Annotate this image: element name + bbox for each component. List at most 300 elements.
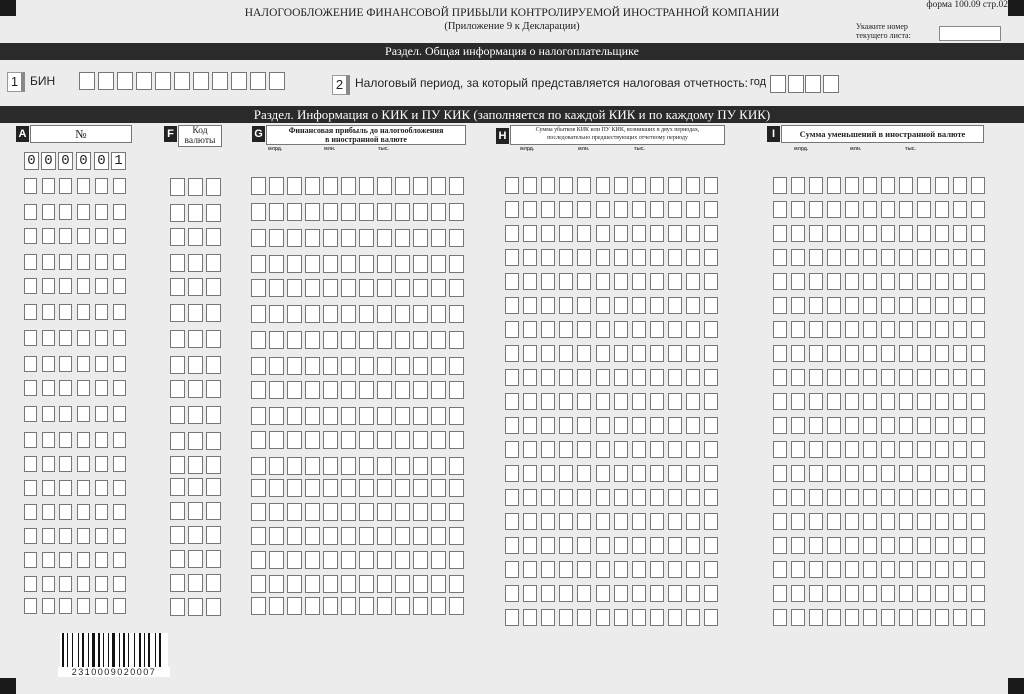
col-i-cell[interactable]: [791, 201, 805, 218]
col-i-cell[interactable]: [953, 609, 967, 626]
col-g-cell[interactable]: [395, 457, 410, 475]
col-i-cell[interactable]: [935, 273, 949, 290]
col-i-cell[interactable]: [935, 225, 949, 242]
col-h-cell[interactable]: [632, 201, 646, 218]
col-i-cell[interactable]: [845, 321, 859, 338]
col-a-cell[interactable]: [77, 480, 90, 496]
col-a-cell[interactable]: [113, 380, 126, 396]
col-a-cell[interactable]: [95, 432, 108, 448]
col-i-cell[interactable]: [899, 297, 913, 314]
col-g-cell[interactable]: [251, 203, 266, 221]
col-i-cell[interactable]: [899, 273, 913, 290]
col-g-cell[interactable]: [323, 255, 338, 273]
col-h-cell[interactable]: [523, 345, 537, 362]
col-h-cell[interactable]: [614, 489, 628, 506]
col-a-cell[interactable]: [24, 598, 37, 614]
col-a-cell[interactable]: [59, 278, 72, 294]
col-h-cell[interactable]: [668, 561, 682, 578]
col-h-cell[interactable]: [650, 465, 664, 482]
col-g-cell[interactable]: [359, 177, 374, 195]
col-a-cell[interactable]: [95, 456, 108, 472]
col-i-cell[interactable]: [899, 417, 913, 434]
col-g-cell[interactable]: [341, 331, 356, 349]
col-f-cell[interactable]: [170, 550, 185, 568]
col-i-cell[interactable]: [809, 177, 823, 194]
col-g-cell[interactable]: [341, 279, 356, 297]
col-i-cell[interactable]: [827, 321, 841, 338]
col-a-cell[interactable]: [95, 528, 108, 544]
col-i-cell[interactable]: [863, 345, 877, 362]
col-h-cell[interactable]: [505, 513, 519, 530]
col-g-cell[interactable]: [431, 457, 446, 475]
col-a-cell[interactable]: [42, 598, 55, 614]
col-i-cell[interactable]: [809, 273, 823, 290]
col-g-cell[interactable]: [323, 279, 338, 297]
col-h-cell[interactable]: [686, 249, 700, 266]
col-a-cell[interactable]: [59, 204, 72, 220]
col-i-cell[interactable]: [809, 537, 823, 554]
col-i-cell[interactable]: [773, 297, 787, 314]
col-i-cell[interactable]: [917, 321, 931, 338]
col-g-cell[interactable]: [323, 381, 338, 399]
col-h-cell[interactable]: [614, 369, 628, 386]
col-g-cell[interactable]: [413, 177, 428, 195]
col-h-cell[interactable]: [650, 225, 664, 242]
col-g-cell[interactable]: [359, 203, 374, 221]
col-i-cell[interactable]: [953, 561, 967, 578]
col-i-cell[interactable]: [935, 585, 949, 602]
col-i-cell[interactable]: [845, 417, 859, 434]
col-a-cell[interactable]: [59, 228, 72, 244]
col-g-cell[interactable]: [287, 597, 302, 615]
col-h-cell[interactable]: [650, 297, 664, 314]
col-a-cell[interactable]: [42, 304, 55, 320]
col-i-cell[interactable]: [863, 465, 877, 482]
col-g-cell[interactable]: [323, 177, 338, 195]
col-i-cell[interactable]: [773, 201, 787, 218]
col-f-cell[interactable]: [170, 278, 185, 296]
col-i-cell[interactable]: [881, 537, 895, 554]
col-i-cell[interactable]: [935, 345, 949, 362]
col-i-cell[interactable]: [917, 297, 931, 314]
col-i-cell[interactable]: [845, 225, 859, 242]
col-h-cell[interactable]: [686, 417, 700, 434]
col-g-cell[interactable]: [431, 381, 446, 399]
col-h-cell[interactable]: [704, 249, 718, 266]
col-g-cell[interactable]: [359, 431, 374, 449]
col-f-cell[interactable]: [206, 356, 221, 374]
col-g-cell[interactable]: [341, 503, 356, 521]
col-h-cell[interactable]: [577, 561, 591, 578]
col-i-cell[interactable]: [773, 489, 787, 506]
col-a-cell[interactable]: [113, 406, 126, 422]
col-f-cell[interactable]: [188, 356, 203, 374]
col-f-cell[interactable]: [206, 526, 221, 544]
col-g-cell[interactable]: [305, 527, 320, 545]
col-a-cell[interactable]: [77, 380, 90, 396]
col-g-cell[interactable]: [449, 527, 464, 545]
col-g-cell[interactable]: [269, 479, 284, 497]
col-i-cell[interactable]: [881, 321, 895, 338]
col-i-cell[interactable]: [899, 249, 913, 266]
col-g-cell[interactable]: [449, 177, 464, 195]
col-g-cell[interactable]: [251, 575, 266, 593]
col-h-cell[interactable]: [632, 321, 646, 338]
col-i-cell[interactable]: [971, 609, 985, 626]
col-h-cell[interactable]: [614, 201, 628, 218]
col-g-cell[interactable]: [395, 331, 410, 349]
col-i-cell[interactable]: [863, 321, 877, 338]
col-i-cell[interactable]: [791, 177, 805, 194]
col-i-cell[interactable]: [827, 177, 841, 194]
col-h-cell[interactable]: [632, 441, 646, 458]
col-i-cell[interactable]: [827, 369, 841, 386]
col-g-cell[interactable]: [431, 203, 446, 221]
col-h-cell[interactable]: [577, 201, 591, 218]
col-i-cell[interactable]: [809, 441, 823, 458]
col-f-cell[interactable]: [170, 432, 185, 450]
col-i-cell[interactable]: [935, 561, 949, 578]
col-a-cell[interactable]: [95, 504, 108, 520]
col-g-cell[interactable]: [413, 551, 428, 569]
col-h-cell[interactable]: [577, 345, 591, 362]
col-h-cell[interactable]: [650, 561, 664, 578]
col-h-cell[interactable]: [541, 441, 555, 458]
col-g-cell[interactable]: [431, 279, 446, 297]
col-h-cell[interactable]: [704, 465, 718, 482]
row-number-digit[interactable]: 1: [111, 152, 126, 170]
col-i-cell[interactable]: [935, 417, 949, 434]
col-i-cell[interactable]: [971, 393, 985, 410]
col-h-cell[interactable]: [505, 249, 519, 266]
col-a-cell[interactable]: [42, 552, 55, 568]
col-h-cell[interactable]: [596, 417, 610, 434]
col-h-cell[interactable]: [577, 369, 591, 386]
col-a-cell[interactable]: [77, 278, 90, 294]
col-g-cell[interactable]: [395, 255, 410, 273]
col-h-cell[interactable]: [559, 609, 573, 626]
col-h-cell[interactable]: [686, 225, 700, 242]
col-g-cell[interactable]: [449, 331, 464, 349]
col-h-cell[interactable]: [614, 585, 628, 602]
col-h-cell[interactable]: [523, 393, 537, 410]
col-i-cell[interactable]: [845, 609, 859, 626]
col-f-cell[interactable]: [206, 574, 221, 592]
col-f-cell[interactable]: [206, 478, 221, 496]
col-i-cell[interactable]: [845, 441, 859, 458]
col-a-cell[interactable]: [77, 456, 90, 472]
col-i-cell[interactable]: [881, 369, 895, 386]
col-a-cell[interactable]: [24, 356, 37, 372]
col-h-cell[interactable]: [632, 177, 646, 194]
col-h-cell[interactable]: [596, 537, 610, 554]
col-i-cell[interactable]: [917, 561, 931, 578]
col-h-cell[interactable]: [523, 225, 537, 242]
col-h-cell[interactable]: [541, 585, 555, 602]
col-i-cell[interactable]: [917, 201, 931, 218]
col-h-cell[interactable]: [523, 249, 537, 266]
col-a-cell[interactable]: [113, 456, 126, 472]
col-h-cell[interactable]: [505, 321, 519, 338]
col-g-cell[interactable]: [323, 597, 338, 615]
col-i-cell[interactable]: [935, 177, 949, 194]
col-h-cell[interactable]: [523, 441, 537, 458]
col-g-cell[interactable]: [341, 575, 356, 593]
col-g-cell[interactable]: [305, 229, 320, 247]
col-i-cell[interactable]: [863, 609, 877, 626]
col-a-cell[interactable]: [24, 406, 37, 422]
col-a-cell[interactable]: [59, 304, 72, 320]
col-h-cell[interactable]: [614, 393, 628, 410]
col-h-cell[interactable]: [523, 369, 537, 386]
col-h-cell[interactable]: [614, 177, 628, 194]
col-h-cell[interactable]: [632, 393, 646, 410]
col-a-cell[interactable]: [113, 356, 126, 372]
col-g-cell[interactable]: [341, 457, 356, 475]
col-i-cell[interactable]: [953, 321, 967, 338]
col-h-cell[interactable]: [559, 201, 573, 218]
col-h-cell[interactable]: [541, 297, 555, 314]
col-h-cell[interactable]: [596, 585, 610, 602]
col-h-cell[interactable]: [632, 489, 646, 506]
col-f-cell[interactable]: [188, 330, 203, 348]
col-h-cell[interactable]: [632, 585, 646, 602]
col-h-cell[interactable]: [632, 249, 646, 266]
col-h-cell[interactable]: [668, 441, 682, 458]
col-i-cell[interactable]: [845, 465, 859, 482]
col-i-cell[interactable]: [899, 513, 913, 530]
col-g-cell[interactable]: [359, 381, 374, 399]
col-f-cell[interactable]: [206, 598, 221, 616]
col-f-cell[interactable]: [188, 304, 203, 322]
col-h-cell[interactable]: [596, 321, 610, 338]
col-h-cell[interactable]: [668, 297, 682, 314]
col-h-cell[interactable]: [559, 537, 573, 554]
col-h-cell[interactable]: [704, 369, 718, 386]
col-h-cell[interactable]: [505, 417, 519, 434]
col-i-cell[interactable]: [917, 273, 931, 290]
col-h-cell[interactable]: [704, 321, 718, 338]
col-g-cell[interactable]: [413, 203, 428, 221]
col-g-cell[interactable]: [431, 527, 446, 545]
col-i-cell[interactable]: [827, 297, 841, 314]
col-a-cell[interactable]: [113, 228, 126, 244]
col-a-cell[interactable]: [42, 178, 55, 194]
col-i-cell[interactable]: [863, 585, 877, 602]
col-g-cell[interactable]: [395, 479, 410, 497]
col-h-cell[interactable]: [686, 513, 700, 530]
col-h-cell[interactable]: [668, 201, 682, 218]
col-h-cell[interactable]: [650, 345, 664, 362]
col-a-cell[interactable]: [77, 204, 90, 220]
col-g-cell[interactable]: [449, 203, 464, 221]
col-g-cell[interactable]: [449, 597, 464, 615]
col-g-cell[interactable]: [449, 255, 464, 273]
col-a-cell[interactable]: [77, 356, 90, 372]
col-i-cell[interactable]: [917, 609, 931, 626]
col-a-cell[interactable]: [59, 504, 72, 520]
col-h-cell[interactable]: [541, 393, 555, 410]
col-g-cell[interactable]: [449, 479, 464, 497]
col-a-cell[interactable]: [24, 480, 37, 496]
col-a-cell[interactable]: [95, 480, 108, 496]
col-h-cell[interactable]: [668, 585, 682, 602]
col-g-cell[interactable]: [449, 503, 464, 521]
bin-digit-cell[interactable]: [155, 72, 171, 90]
col-i-cell[interactable]: [917, 489, 931, 506]
col-g-cell[interactable]: [251, 503, 266, 521]
col-a-cell[interactable]: [42, 432, 55, 448]
col-i-cell[interactable]: [809, 369, 823, 386]
col-g-cell[interactable]: [413, 357, 428, 375]
col-i-cell[interactable]: [971, 441, 985, 458]
col-f-cell[interactable]: [170, 304, 185, 322]
col-g-cell[interactable]: [341, 407, 356, 425]
bin-digit-cell[interactable]: [250, 72, 266, 90]
col-h-cell[interactable]: [596, 345, 610, 362]
col-g-cell[interactable]: [395, 551, 410, 569]
col-h-cell[interactable]: [596, 609, 610, 626]
col-f-cell[interactable]: [170, 254, 185, 272]
col-a-cell[interactable]: [24, 278, 37, 294]
col-a-cell[interactable]: [77, 304, 90, 320]
col-i-cell[interactable]: [935, 249, 949, 266]
col-g-cell[interactable]: [287, 255, 302, 273]
col-a-cell[interactable]: [24, 380, 37, 396]
col-i-cell[interactable]: [953, 465, 967, 482]
col-g-cell[interactable]: [377, 357, 392, 375]
col-h-cell[interactable]: [668, 537, 682, 554]
col-g-cell[interactable]: [377, 479, 392, 497]
col-i-cell[interactable]: [791, 225, 805, 242]
col-h-cell[interactable]: [559, 321, 573, 338]
col-g-cell[interactable]: [413, 407, 428, 425]
col-i-cell[interactable]: [899, 585, 913, 602]
col-i-cell[interactable]: [935, 321, 949, 338]
col-h-cell[interactable]: [541, 609, 555, 626]
col-g-cell[interactable]: [269, 357, 284, 375]
col-g-cell[interactable]: [395, 229, 410, 247]
col-f-cell[interactable]: [170, 526, 185, 544]
col-i-cell[interactable]: [881, 225, 895, 242]
col-i-cell[interactable]: [953, 393, 967, 410]
col-h-cell[interactable]: [632, 345, 646, 362]
col-g-cell[interactable]: [305, 479, 320, 497]
col-i-cell[interactable]: [881, 249, 895, 266]
col-h-cell[interactable]: [686, 489, 700, 506]
col-i-cell[interactable]: [827, 537, 841, 554]
col-g-cell[interactable]: [323, 357, 338, 375]
col-i-cell[interactable]: [899, 345, 913, 362]
bin-digit-cell[interactable]: [231, 72, 247, 90]
col-a-cell[interactable]: [42, 330, 55, 346]
col-h-cell[interactable]: [650, 585, 664, 602]
col-a-cell[interactable]: [59, 552, 72, 568]
col-g-cell[interactable]: [323, 331, 338, 349]
col-f-cell[interactable]: [188, 502, 203, 520]
col-h-cell[interactable]: [704, 393, 718, 410]
col-a-cell[interactable]: [24, 330, 37, 346]
col-h-cell[interactable]: [686, 465, 700, 482]
col-h-cell[interactable]: [596, 177, 610, 194]
col-i-cell[interactable]: [917, 345, 931, 362]
col-h-cell[interactable]: [686, 345, 700, 362]
col-g-cell[interactable]: [269, 527, 284, 545]
col-h-cell[interactable]: [523, 321, 537, 338]
col-g-cell[interactable]: [377, 331, 392, 349]
col-a-cell[interactable]: [42, 278, 55, 294]
col-g-cell[interactable]: [359, 575, 374, 593]
col-g-cell[interactable]: [287, 479, 302, 497]
col-g-cell[interactable]: [413, 255, 428, 273]
col-g-cell[interactable]: [449, 575, 464, 593]
col-g-cell[interactable]: [269, 575, 284, 593]
col-h-cell[interactable]: [668, 393, 682, 410]
col-i-cell[interactable]: [899, 321, 913, 338]
col-g-cell[interactable]: [431, 407, 446, 425]
col-i-cell[interactable]: [953, 537, 967, 554]
col-i-cell[interactable]: [935, 201, 949, 218]
col-a-cell[interactable]: [59, 528, 72, 544]
col-i-cell[interactable]: [935, 369, 949, 386]
col-h-cell[interactable]: [559, 369, 573, 386]
col-h-cell[interactable]: [704, 513, 718, 530]
col-h-cell[interactable]: [686, 441, 700, 458]
col-a-cell[interactable]: [113, 504, 126, 520]
col-h-cell[interactable]: [704, 297, 718, 314]
col-i-cell[interactable]: [773, 585, 787, 602]
col-g-cell[interactable]: [323, 575, 338, 593]
col-f-cell[interactable]: [206, 432, 221, 450]
col-i-cell[interactable]: [773, 321, 787, 338]
col-h-cell[interactable]: [541, 201, 555, 218]
col-g-cell[interactable]: [431, 503, 446, 521]
col-g-cell[interactable]: [305, 177, 320, 195]
col-h-cell[interactable]: [541, 177, 555, 194]
col-h-cell[interactable]: [523, 297, 537, 314]
col-f-cell[interactable]: [188, 526, 203, 544]
col-h-cell[interactable]: [614, 417, 628, 434]
col-h-cell[interactable]: [596, 513, 610, 530]
col-f-cell[interactable]: [206, 254, 221, 272]
col-a-cell[interactable]: [59, 254, 72, 270]
col-g-cell[interactable]: [323, 527, 338, 545]
col-i-cell[interactable]: [827, 441, 841, 458]
col-a-cell[interactable]: [113, 278, 126, 294]
col-h-cell[interactable]: [632, 537, 646, 554]
col-i-cell[interactable]: [899, 393, 913, 410]
col-i-cell[interactable]: [899, 369, 913, 386]
col-g-cell[interactable]: [251, 457, 266, 475]
bin-digit-cell[interactable]: [269, 72, 285, 90]
col-a-cell[interactable]: [42, 406, 55, 422]
col-i-cell[interactable]: [773, 417, 787, 434]
col-h-cell[interactable]: [668, 489, 682, 506]
col-h-cell[interactable]: [596, 201, 610, 218]
col-i-cell[interactable]: [881, 393, 895, 410]
col-i-cell[interactable]: [917, 225, 931, 242]
col-g-cell[interactable]: [395, 597, 410, 615]
col-i-cell[interactable]: [773, 345, 787, 362]
col-a-cell[interactable]: [95, 304, 108, 320]
col-i-cell[interactable]: [791, 561, 805, 578]
col-f-cell[interactable]: [188, 550, 203, 568]
col-g-cell[interactable]: [287, 229, 302, 247]
col-g-cell[interactable]: [287, 503, 302, 521]
col-g-cell[interactable]: [395, 431, 410, 449]
col-h-cell[interactable]: [704, 417, 718, 434]
col-a-cell[interactable]: [42, 228, 55, 244]
